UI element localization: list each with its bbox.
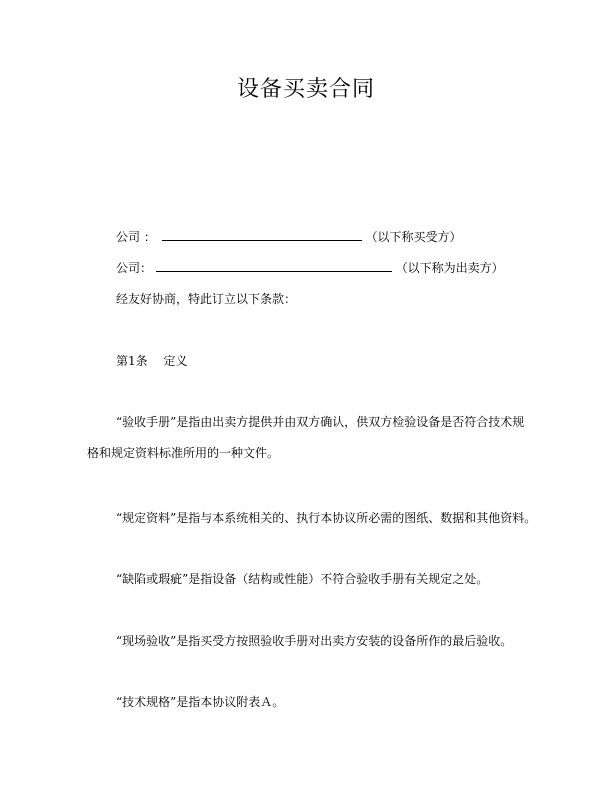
- seller-role-note: （以下称为出卖方）: [395, 261, 504, 275]
- definition-acceptance-manual-line2: 格和规定资料标准所用的一种文件。: [87, 446, 280, 460]
- definition-specified-materials: “规定资料”是指与本系统相关的、执行本协议所必需的图纸、数据和其他资料。: [116, 511, 537, 525]
- article-1-heading: 第1条 定义: [116, 354, 188, 368]
- definition-defect: “缺陷或瑕疵”是指设备（结构或性能）不符合验收手册有关规定之处。: [116, 572, 489, 586]
- seller-party-line: [116, 260, 504, 276]
- seller-company-label: 公司：: [116, 261, 153, 275]
- definition-acceptance-manual-line1: “验收手册”是指由出卖方提供并由双方确认，供双方检验设备是否符合技术规: [116, 415, 525, 429]
- buyer-party-line: [116, 229, 462, 245]
- definition-technical-specification: “技术规格”是指本协议附表Ａ。: [116, 695, 285, 709]
- buyer-company-label: 公司 ：: [116, 230, 156, 244]
- definition-site-acceptance: “现场验收”是指买受方按照验收手册对出卖方安装的设备所作的最后验收。: [116, 634, 513, 648]
- buyer-name-blank: [162, 229, 362, 241]
- intro-text: 经友好协商，特此订立以下条款：: [116, 292, 297, 306]
- document-title: 设备买卖合同: [236, 77, 375, 102]
- buyer-role-note: （以下称买受方）: [365, 230, 462, 244]
- seller-name-blank: [156, 260, 392, 272]
